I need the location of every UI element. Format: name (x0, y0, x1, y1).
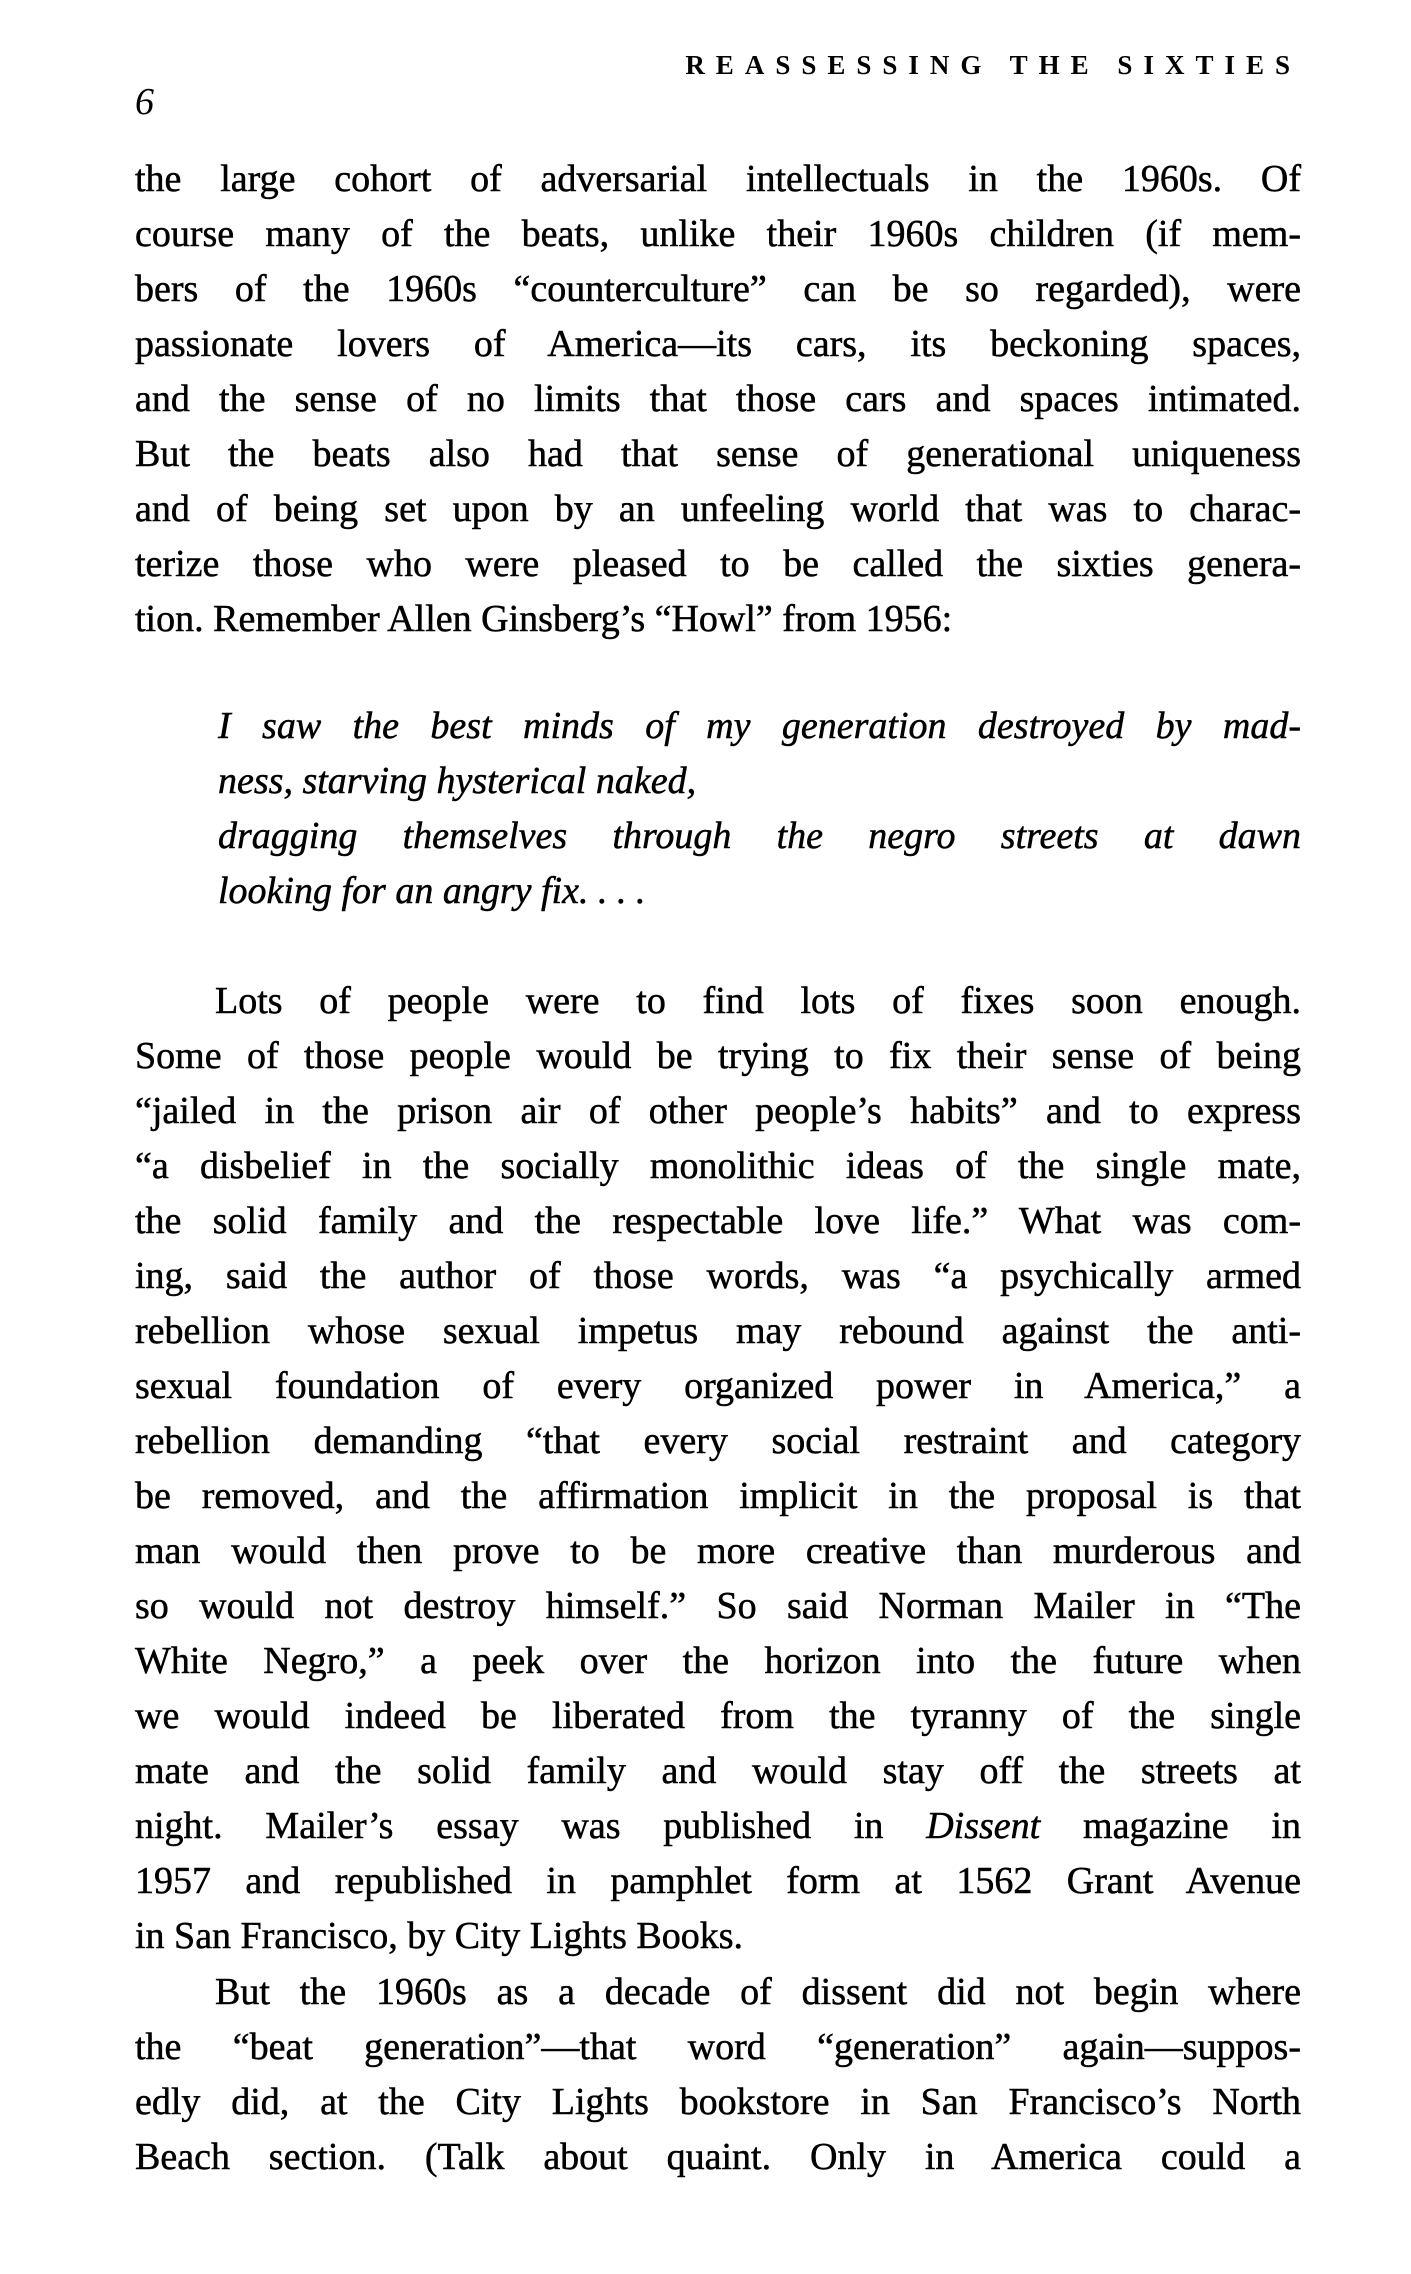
text-line: man would then prove to be more creative than murderous and (135, 1530, 1301, 1572)
text-line: ing, said the author of those words, was “a psychically armed (135, 1255, 1301, 1297)
text-line: edly did, at the City Lights bookstore in San Francisco’s North (135, 2081, 1301, 2123)
text-line: be removed, and the affirmation implicit in the proposal is that (135, 1475, 1301, 1517)
text-line: White Negro,” a peek over the horizon into the future when (135, 1640, 1301, 1682)
text-line: the solid family and the respectable love life.” What was com- (135, 1200, 1301, 1242)
text-line: “jailed in the prison air of other people’s habits” and to express (135, 1090, 1301, 1132)
text-line: passionate lovers of America—its cars, its beckoning spaces, (135, 323, 1301, 365)
text-line: I saw the best minds of my generation destroyed by mad- (218, 705, 1301, 747)
text-line: Beach section. (Talk about quaint. Only in America could a (135, 2136, 1301, 2178)
italic-title: Dissent (926, 1805, 1041, 1847)
text-line: ness, starving hysterical naked, (218, 760, 697, 802)
running-head: REASSESSING THE SIXTIES (685, 50, 1301, 80)
page-number: 6 (135, 81, 154, 123)
text-line: in San Francisco, by City Lights Books. (135, 1915, 743, 1957)
text-line: bers of the 1960s “counterculture” can be so regarded), were (135, 268, 1301, 310)
paragraph-continued (135, 152, 1301, 647)
text-line: terize those who were pleased to be called the sixties genera- (135, 543, 1301, 585)
text-line: sexual foundation of every organized power in America,” a (135, 1365, 1301, 1407)
paragraph-beat-generation (135, 1965, 1301, 2185)
text-line: we would indeed be liberated from the tyranny of the single (135, 1695, 1301, 1737)
paragraph-mailer (135, 974, 1301, 1964)
text-line: rebellion whose sexual impetus may rebound against the anti- (135, 1310, 1301, 1352)
text-line: rebellion demanding “that every social restraint and category (135, 1420, 1301, 1462)
text-line: so would not destroy himself.” So said Norman Mailer in “The (135, 1585, 1301, 1627)
text-line: looking for an angry fix. . . . (218, 870, 646, 912)
text-line: But the 1960s as a decade of dissent did not begin where (215, 1971, 1301, 2013)
text-line: “a disbelief in the socially monolithic ideas of the single mate, (135, 1145, 1301, 1187)
text-line: mate and the solid family and would stay off the streets at (135, 1750, 1301, 1792)
text-line: Lots of people were to find lots of fixes soon enough. (215, 980, 1301, 1022)
text-segment: magazine in (1040, 1805, 1301, 1847)
text-line (135, 1799, 1301, 1854)
text-line: course many of the beats, unlike their 1960s children (if mem- (135, 213, 1301, 255)
text-line: dragging themselves through the negro streets at dawn (218, 815, 1301, 857)
text-line: 1957 and republished in pamphlet form at 1562 Grant Avenue (135, 1860, 1301, 1902)
text-line: the “beat generation”—that word “generation” again—suppos- (135, 2026, 1301, 2068)
text-line: tion. Remember Allen Ginsberg’s “Howl” from 1956: (135, 598, 953, 640)
text-line: and of being set upon by an unfeeling world that was to charac- (135, 488, 1301, 530)
block-quote-howl (218, 699, 1301, 919)
text-line: But the beats also had that sense of generational uniqueness (135, 433, 1301, 475)
text-line: and the sense of no limits that those cars and spaces intimated. (135, 378, 1301, 420)
text-line: the large cohort of adversarial intellectuals in the 1960s. Of (135, 158, 1301, 200)
text-segment: night. Mailer’s essay was published in (135, 1805, 927, 1847)
text-line: Some of those people would be trying to fix their sense of being (135, 1035, 1301, 1077)
